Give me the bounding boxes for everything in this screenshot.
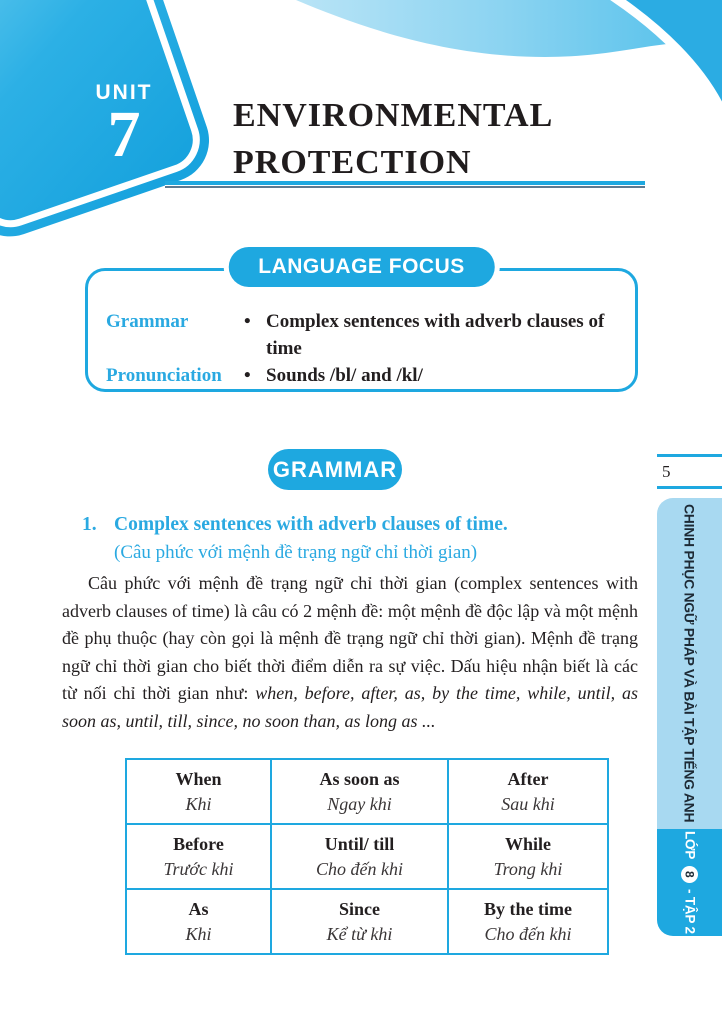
table-cell [271,889,448,954]
cell-en: Until/ till [324,833,395,854]
cell-vi: Cho đến khi [484,923,572,944]
section-heading-lines [114,512,508,567]
table-row [126,889,608,954]
cell-en: While [504,833,551,854]
language-focus-row-grammar [106,308,623,362]
table-cell [126,889,271,954]
title-underline [165,181,645,188]
cell-en: After [507,768,549,789]
cell-vi: Ngay khi [327,793,392,814]
lf-row-text: Sounds /bl/ and /kl/ [266,365,423,386]
bullet-icon: • [244,311,251,332]
lf-row-label: Grammar [106,311,189,332]
language-focus-box [85,255,638,392]
table-row [126,759,608,824]
table-cell [126,759,271,824]
unit-number: 7 [107,98,141,171]
cell-vi: Kể từ khi [326,923,393,944]
page-number: 5 [662,462,671,481]
section-heading-en: Complex sentences with adverb clauses of time. [114,514,508,535]
language-focus-badge: LANGUAGE FOCUS [228,247,495,287]
grade-number-circle: 8 [681,866,698,883]
cell-en: As [188,898,209,919]
table-cell [448,889,608,954]
table-cell [271,824,448,889]
grade-tab [657,829,722,936]
section-heading [82,512,642,567]
table-row [126,824,608,889]
paragraph-lead: Câu phức với mệnh đề trạng ngữ chỉ thời gian (complex sentences with adverb clauses of time) là câu có 2 mệnh đề: một mệnh đề độc lập và một mệnh đề phụ thuộc (hay còn gọi là mệnh đề trạng ngữ chỉ thời gian). Mệnh đề trạng ngữ chỉ thời gian cho biết thời điểm diễn ra sự việc. Dấu hiệu nhận biết là các từ nối chỉ thời gian như: [62,573,638,703]
body-paragraph [62,570,638,735]
lf-row-text: Complex sentences with adverb clauses of time [266,311,605,359]
cell-vi: Trong khi [493,858,563,879]
cell-en: By the time [484,898,572,919]
bullet-icon: • [244,365,251,386]
page-number-rule-bottom [657,486,722,489]
page-title-line2: PROTECTION [233,144,472,181]
cell-en: As soon as [319,768,400,789]
table-cell [448,759,608,824]
paragraph-conjunction-list: when, before, after, as, by the time, while, until, as soon as, until, till, since, no soon than, as long as ... [62,683,639,731]
lf-row-label: Pronunciation [106,365,222,386]
cell-vi: Sau khi [501,793,555,814]
conjunction-table [125,758,609,955]
cell-en: Since [338,898,380,919]
table-cell [271,759,448,824]
cell-en: Before [173,833,224,854]
grammar-section-badge: GRAMMAR [268,449,402,490]
grade-label [681,831,698,933]
section-number: 1. [82,514,97,535]
page-number-block [657,454,722,489]
table-cell [448,824,608,889]
series-title-tab [657,498,722,829]
grade-label-pre: LỚP [682,831,698,860]
language-focus-row-pronunciation [106,362,623,389]
cell-vi: Khi [185,793,212,814]
series-title: CHINH PHỤC NGỮ PHÁP VÀ BÀI TẬP TIẾNG ANH [681,504,698,823]
table-cell [126,824,271,889]
page-title-line1: ENVIRONMENTAL [233,97,554,134]
cell-en: When [175,768,222,789]
side-tab [657,498,722,936]
page-title [233,92,653,186]
cell-vi: Cho đến khi [316,858,403,879]
grade-label-post: - TẬP 2 [682,888,698,934]
language-focus-rows [88,271,635,389]
unit-badge-text [68,81,180,171]
unit-label: UNIT [95,81,153,104]
cell-vi: Trước khi [163,858,234,879]
cell-vi: Khi [185,923,212,944]
section-heading-vi: (Câu phức với mệnh đề trạng ngữ chỉ thời gian) [114,542,478,563]
